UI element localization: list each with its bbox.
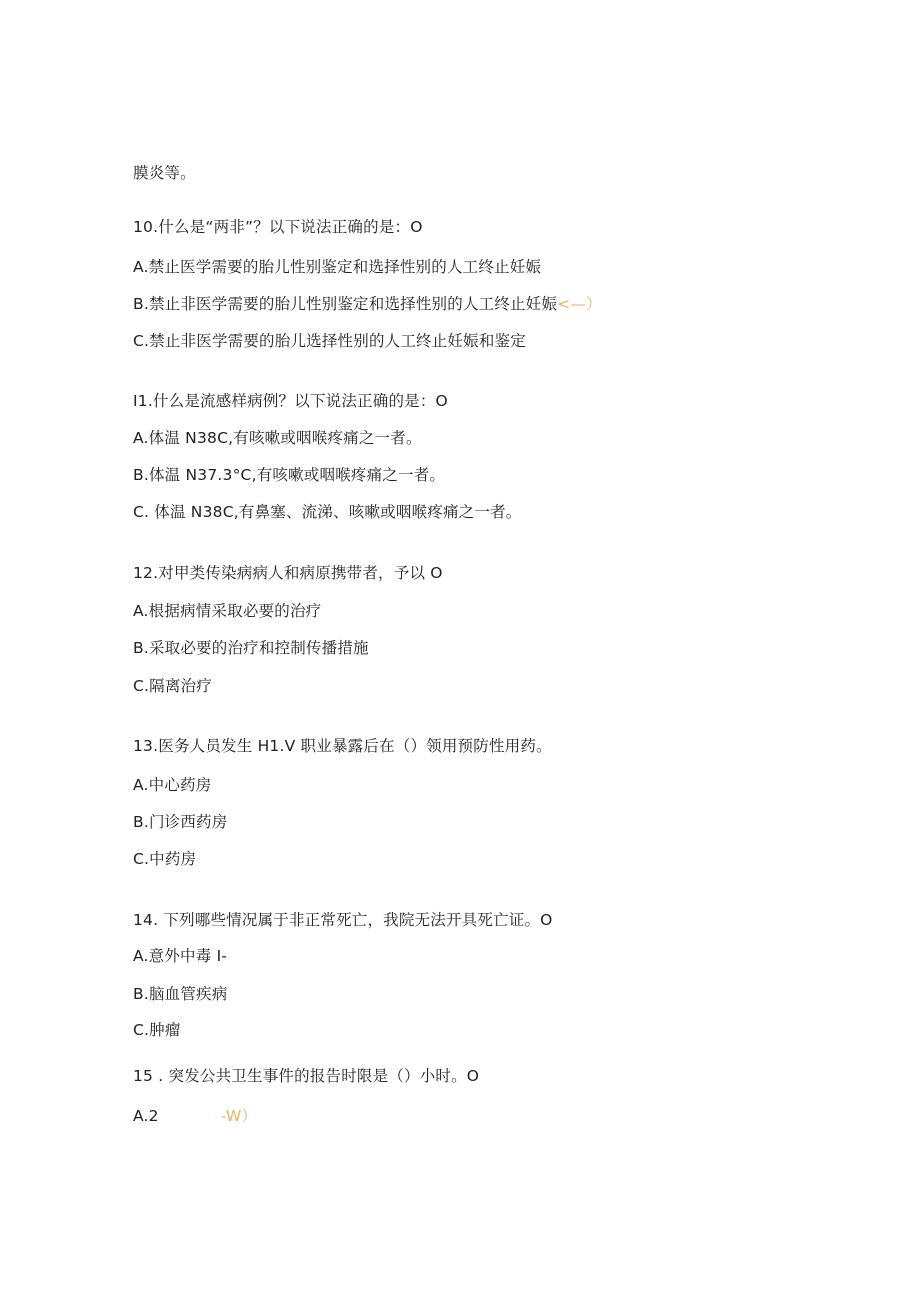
question-10-option-c: C.禁止非医学需要的胎儿选择性别的人工终止妊娠和鉴定 <box>133 332 526 350</box>
question-12-option-c: C.隔离治疗 <box>133 677 212 695</box>
option-text: A.2 <box>133 1107 159 1125</box>
question-11-option-c: C. 体温 N38C,有鼻塞、流涕、咳嗽或咽喉疼痛之一者。 <box>133 503 522 521</box>
question-15-stem: 15 . 突发公共卫生事件的报告时限是（）小时。O <box>133 1067 480 1085</box>
question-10-option-b <box>133 294 602 314</box>
question-11-option-b: B.体温 N37.3°C,有咳嗽或咽喉疼痛之一者。 <box>133 466 446 484</box>
question-12-option-a: A.根据病情采取必要的治疗 <box>133 602 322 620</box>
option-text: B.禁止非医学需要的胎儿性别鉴定和选择性别的人工终止妊娠 <box>133 295 558 313</box>
answer-mark: -W） <box>220 1107 258 1125</box>
question-10-stem: 10.什么是“两非”？以下说法正确的是：O <box>133 218 423 236</box>
question-13-stem: 13.医务人员发生 H1.V 职业暴露后在（）领用预防性用药。 <box>133 737 552 755</box>
question-14-stem: 14. 下列哪些情况属于非正常死亡，我院无法开具死亡证。O <box>133 911 553 929</box>
question-13-option-b: B.门诊西药房 <box>133 813 228 831</box>
question-12-option-b: B.采取必要的治疗和控制传播措施 <box>133 639 369 657</box>
question-14-option-a: A.意外中毒 I- <box>133 947 228 965</box>
question-11-option-a: A.体温 N38C,有咳嗽或咽喉疼痛之一者。 <box>133 429 422 447</box>
question-15-option-a <box>133 1106 257 1126</box>
answer-mark: <—） <box>557 295 602 313</box>
question-13-option-c: C.中药房 <box>133 850 197 868</box>
question-10-option-a: A.禁止医学需要的胎儿性别鉴定和选择性别的人工终止妊娠 <box>133 258 542 276</box>
question-14-option-b: B.脑血管疾病 <box>133 985 228 1003</box>
question-12-stem: 12.对甲类传染病病人和病原携带者，予以 O <box>133 564 443 582</box>
continuation-text: 膜炎等。 <box>133 164 196 182</box>
question-11-stem: I1.什么是流感样病例？以下说法正确的是：O <box>133 392 448 410</box>
question-13-option-a: A.中心药房 <box>133 776 212 794</box>
question-14-option-c: C.肿瘤 <box>133 1021 181 1039</box>
